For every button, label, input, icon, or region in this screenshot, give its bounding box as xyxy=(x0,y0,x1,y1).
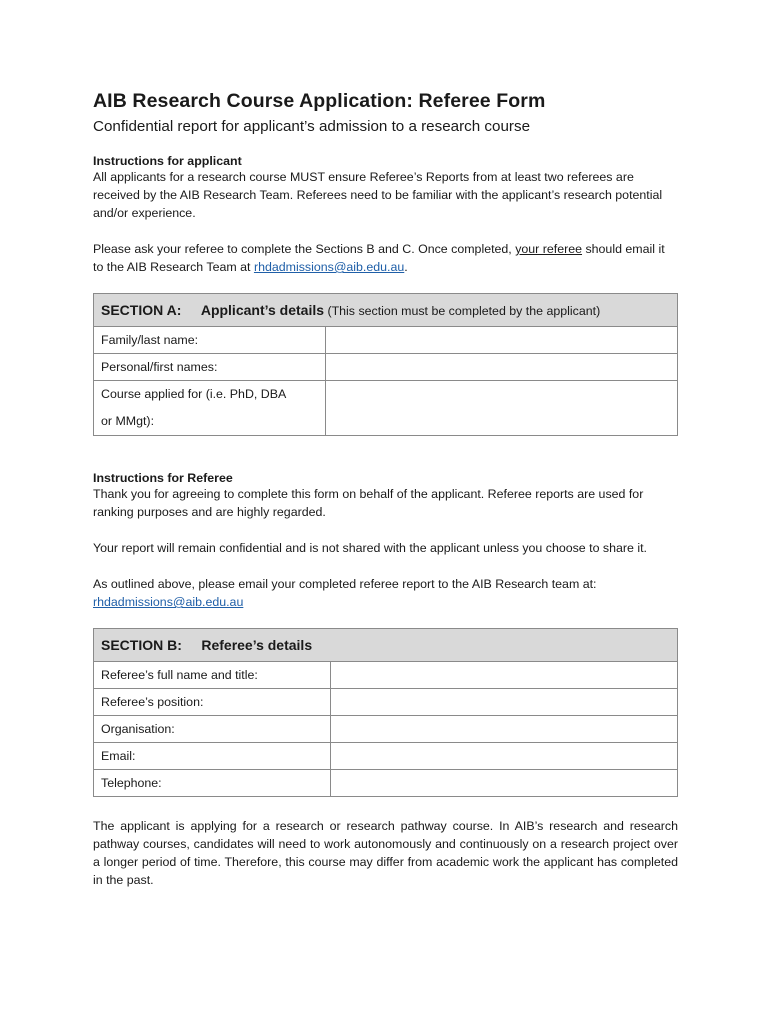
closing-paragraph: The applicant is applying for a research or research pathway course. In AIB’s research and research pathway courses, candidates will need to work autonomously and continuously on a research project over a longer period of time. Therefore, this course may differ from academic work the applicant has completed in the past. xyxy=(93,819,678,887)
referee-instructions-para3 xyxy=(93,575,678,611)
applicant-instructions-heading: Instructions for applicant xyxy=(93,154,242,168)
telephone-field[interactable] xyxy=(331,770,678,797)
referee-name-label: Referee’s full name and title: xyxy=(94,662,331,689)
course-label-line1: Course applied for (i.e. PhD, DBA xyxy=(101,387,287,401)
section-a-table xyxy=(93,293,678,436)
para2-text-a: Please ask your referee to complete the Sections B and C. Once completed, xyxy=(93,242,516,256)
your-referee-underlined: your referee xyxy=(515,242,583,256)
section-b-title: Referee’s details xyxy=(201,637,313,653)
first-names-field[interactable] xyxy=(326,354,678,381)
organisation-field[interactable] xyxy=(331,716,678,743)
email-link-2[interactable]: rhdadmissions@aib.edu.au xyxy=(93,595,244,609)
family-name-label: Family/last name: xyxy=(94,327,326,354)
section-a-label: SECTION A: xyxy=(101,302,182,318)
section-a-header xyxy=(94,294,678,327)
email-field[interactable] xyxy=(331,743,678,770)
referee-instructions-para1: Thank you for agreeing to complete this form on behalf of the applicant. Referee reports are used for ranking purposes and are highly regarded. xyxy=(93,487,644,519)
course-label-line2: or MMgt): xyxy=(101,414,155,428)
course-applied-label xyxy=(94,381,326,436)
referee-position-label: Referee’s position: xyxy=(94,689,331,716)
document-content xyxy=(93,90,678,889)
section-b-label: SECTION B: xyxy=(101,637,182,653)
first-names-label: Personal/first names: xyxy=(94,354,326,381)
para3-text: As outlined above, please email your completed referee report to the AIB Research team at: xyxy=(93,577,597,591)
referee-name-field[interactable] xyxy=(331,662,678,689)
organisation-label: Organisation: xyxy=(94,716,331,743)
applicant-instructions-para1: All applicants for a research course MUST ensure Referee’s Reports from at least two referees are received by the AIB Research Team. Referees need to be familiar with the applicant’s research potential and/or experience. xyxy=(93,170,663,220)
email-label: Email: xyxy=(94,743,331,770)
section-a-note: (This section must be completed by the applicant) xyxy=(327,304,601,318)
page-title: AIB Research Course Application: Referee Form xyxy=(93,90,546,112)
page-subtitle: Confidential report for applicant’s admission to a research course xyxy=(93,118,531,135)
para2-text-b: should email it to the AIB Research Team at xyxy=(93,242,665,274)
referee-instructions-heading: Instructions for Referee xyxy=(93,471,233,485)
section-b-table xyxy=(93,628,678,797)
referee-instructions-para2: Your report will remain confidential and is not shared with the applicant unless you choose to share it. xyxy=(93,541,647,555)
referee-position-field[interactable] xyxy=(331,689,678,716)
course-applied-field[interactable] xyxy=(326,381,678,436)
para2-end: . xyxy=(404,260,408,274)
applicant-instructions-para2 xyxy=(93,240,678,276)
section-b-header xyxy=(94,629,678,662)
section-a-title: Applicant’s details xyxy=(200,302,325,318)
telephone-label: Telephone: xyxy=(94,770,331,797)
email-link-1[interactable]: rhdadmissions@aib.edu.au xyxy=(253,260,405,274)
family-name-field[interactable] xyxy=(326,327,678,354)
